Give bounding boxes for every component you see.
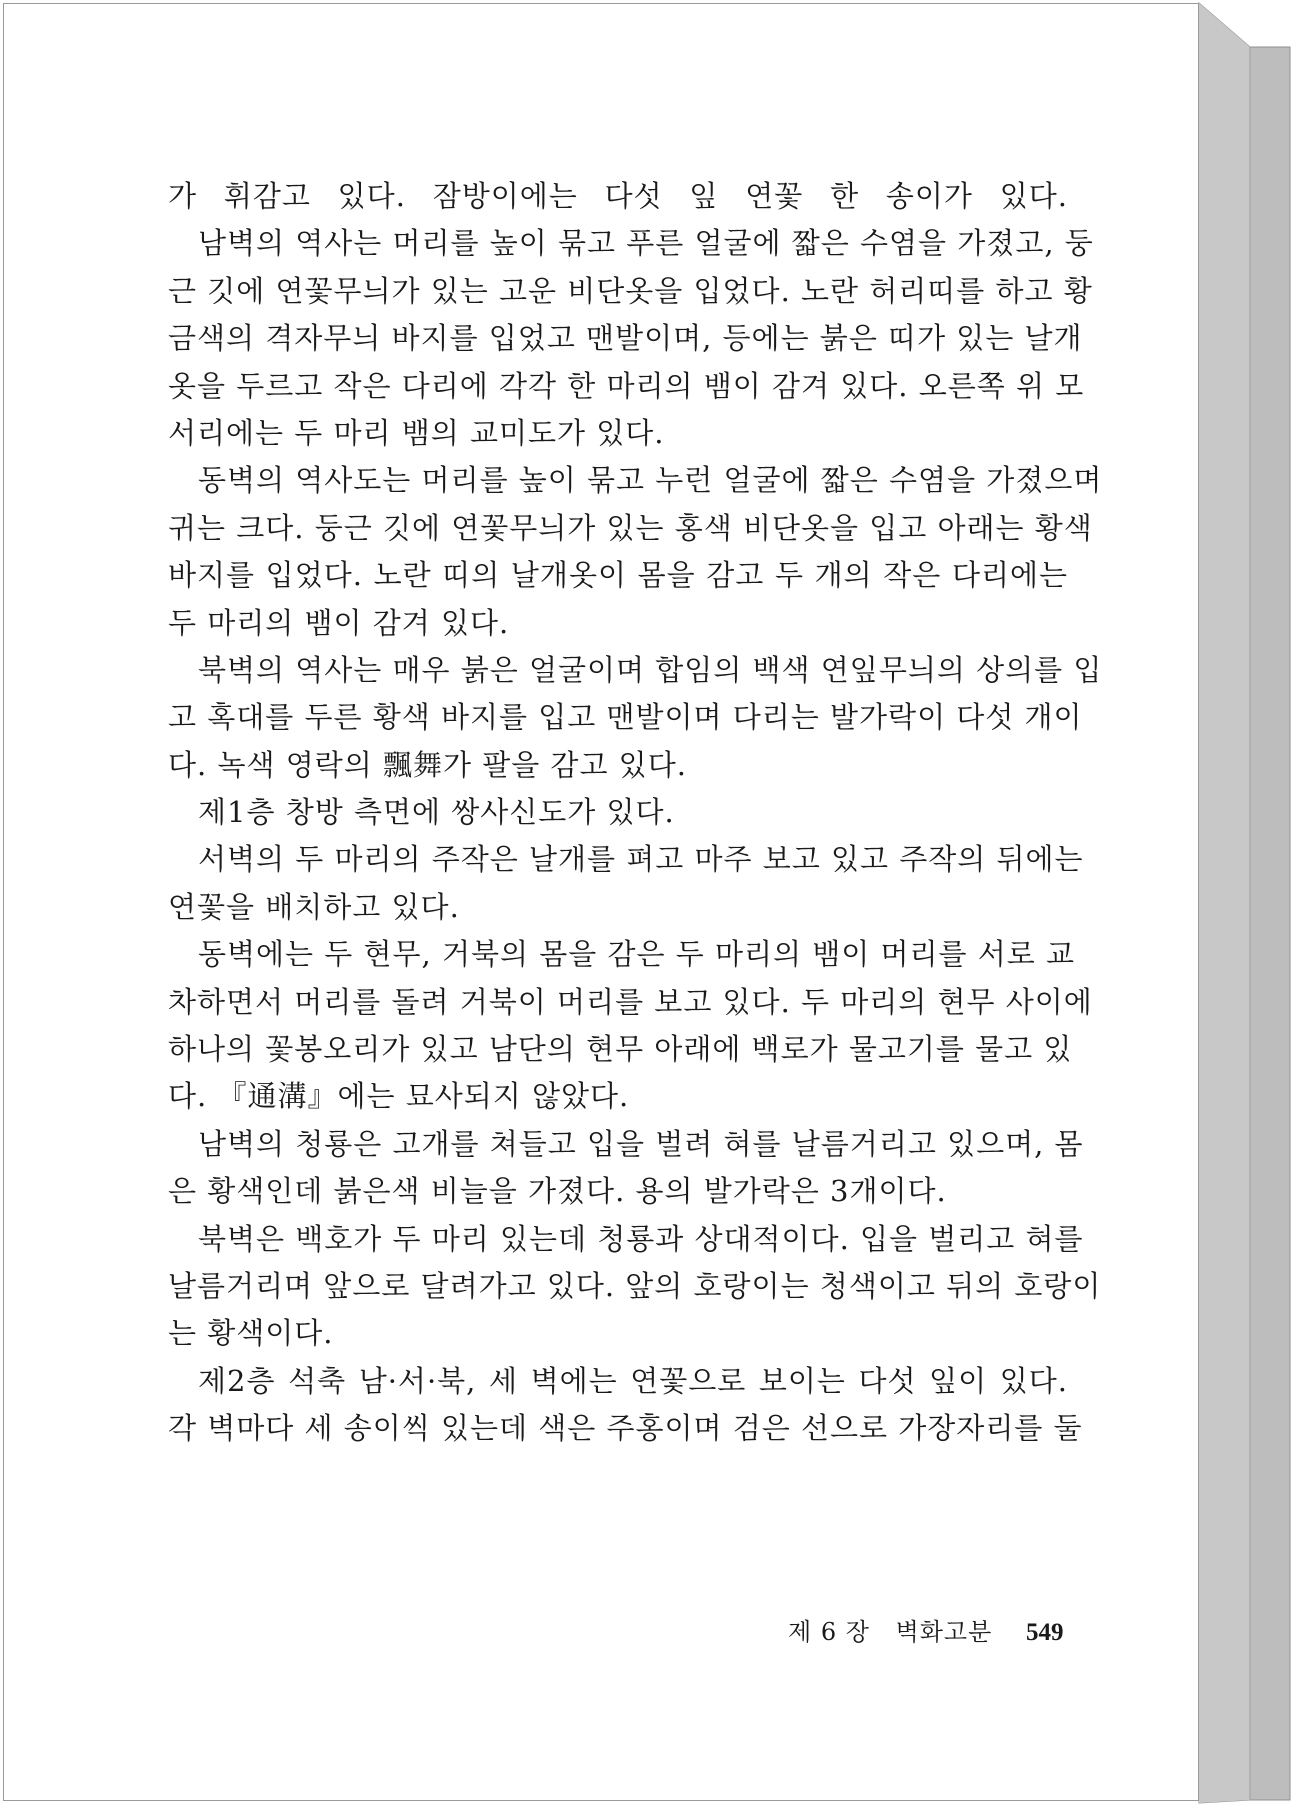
text-line: 동벽의 역사도는 머리를 높이 묶고 누런 얼굴에 짧은 수염을 가졌으며 [198, 463, 1103, 498]
text-line: 다. 녹색 영락의 飄舞가 팔을 감고 있다. [168, 747, 687, 782]
text-line: 남벽의 역사는 머리를 높이 묶고 푸른 얼굴에 짧은 수염을 가졌고, 둥 [198, 226, 1094, 261]
footer-chapter-title: 벽화고분 [895, 1618, 993, 1646]
text-line: 는 황색이다. [168, 1316, 334, 1351]
text-line: 고 혹대를 두른 황색 바지를 입고 맨발이며 다리는 발가락이 다섯 개이 [168, 700, 1083, 735]
running-footer [788, 1612, 1064, 1652]
text-line: 연꽃을 배치하고 있다. [168, 889, 460, 924]
text-line: 서벽의 두 마리의 주작은 날개를 펴고 마주 보고 있고 주작의 뒤에는 [198, 842, 1084, 877]
text-line: 제2층 석축 남·서·북, 세 벽에는 연꽃으로 보이는 다섯 잎이 있다. [198, 1363, 1068, 1398]
text-line: 옷을 두르고 작은 다리에 각각 한 마리의 뱀이 감겨 있다. 오른쪽 위 모 [168, 368, 1085, 403]
text-line: 하나의 꽃봉오리가 있고 남단의 현무 아래에 백로가 물고기를 물고 있 [168, 1032, 1073, 1067]
text-line: 차하면서 머리를 돌려 거북이 머리를 보고 있다. 두 마리의 현무 사이에 [168, 984, 1093, 1019]
text-line: 근 깃에 연꽃무늬가 있는 고운 비단옷을 입었다. 노란 허리띠를 하고 황 [168, 273, 1093, 308]
text-line: 바지를 입었다. 노란 띠의 날개옷이 몸을 감고 두 개의 작은 다리에는 [168, 558, 1068, 593]
body-text [168, 173, 1103, 1453]
text-line: 북벽은 백호가 두 마리 있는데 청룡과 상대적이다. 입을 벌리고 혀를 [198, 1221, 1084, 1256]
page-number: 549 [1025, 1619, 1064, 1646]
text-line: 제1층 창방 측면에 쌍사신도가 있다. [198, 795, 675, 830]
text-line: 동벽에는 두 현무, 거북의 몸을 감은 두 마리의 뱀이 머리를 서로 교 [198, 937, 1075, 972]
text-line: 귀는 크다. 둥근 깃에 연꽃무늬가 있는 홍색 비단옷을 입고 아래는 황색 [168, 510, 1093, 545]
text-line: 다. 『通溝』에는 묘사되지 않았다. [168, 1079, 630, 1114]
footer-chapter: 제 6 장 [788, 1618, 870, 1646]
text-line: 각 벽마다 세 송이씩 있는데 색은 주홍이며 검은 선으로 가장자리를 둘 [168, 1411, 1083, 1446]
text-line: 날름거리며 앞으로 달려가고 있다. 앞의 호랑이는 청색이고 뒤의 호랑이 [168, 1268, 1102, 1303]
text-line: 서리에는 두 마리 뱀의 교미도가 있다. [168, 415, 665, 450]
text-line: 두 마리의 뱀이 감겨 있다. [168, 605, 510, 640]
text-line: 금색의 격자무늬 바지를 입었고 맨발이며, 등에는 붉은 띠가 있는 날개 [168, 321, 1083, 356]
text-line: 남벽의 청룡은 고개를 쳐들고 입을 벌려 혀를 날름거리고 있으며, 몸 [198, 1126, 1084, 1161]
text-line: 북벽의 역사는 매우 붉은 얼굴이며 합임의 백색 연잎무늬의 상의를 입 [198, 652, 1103, 687]
text-line: 가 휘감고 있다. 잠방이에는 다섯 잎 연꽃 한 송이가 있다. [168, 179, 1068, 213]
text-line: 은 황색인데 붉은색 비늘을 가졌다. 용의 발가락은 3개이다. [168, 1174, 947, 1209]
